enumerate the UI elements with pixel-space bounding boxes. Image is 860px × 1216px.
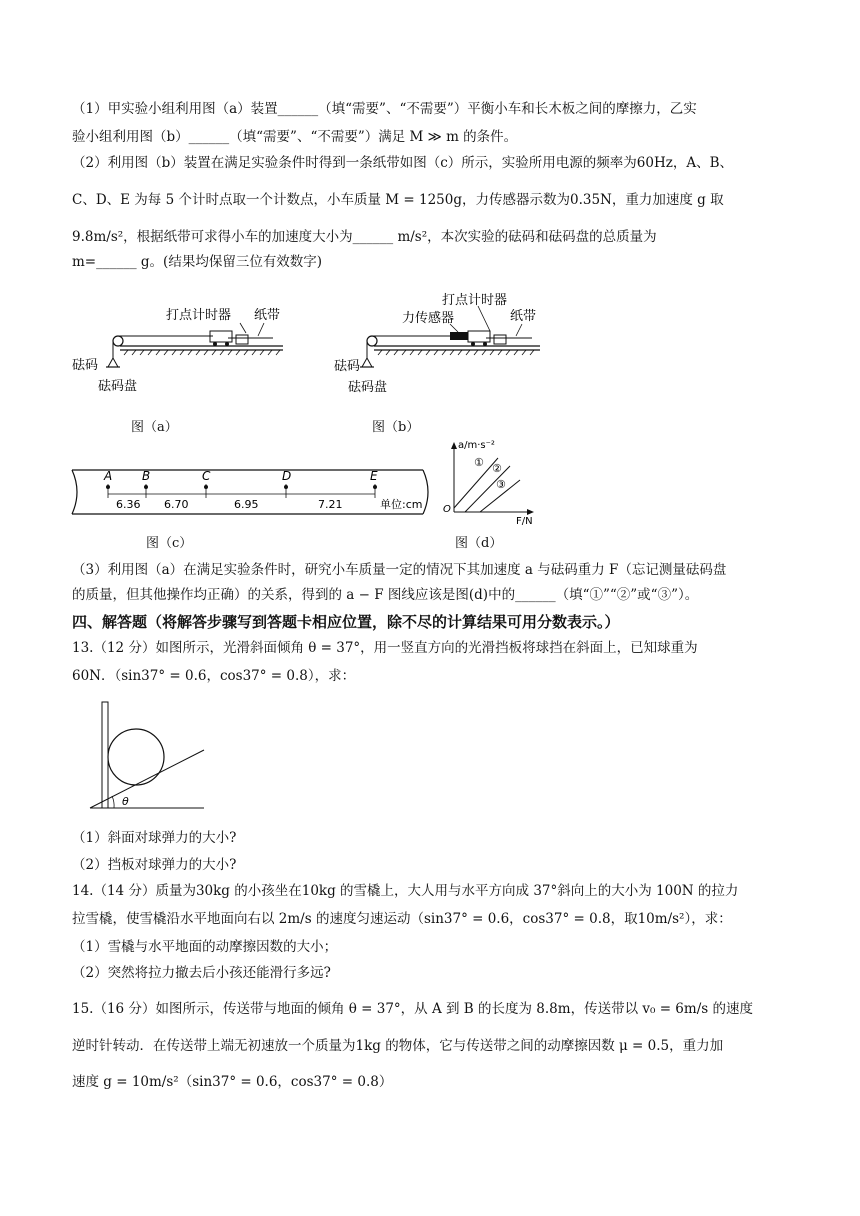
tape-distance-ab: 6.36 bbox=[116, 498, 141, 511]
q13-angle-label: θ bbox=[122, 795, 129, 808]
fig-b-sensor-label: 力传感器 bbox=[402, 311, 455, 326]
q15-line2: 逆时针转动．在传送带上端无初速放一个质量为1kg 的物体，它与传送带之间的动摩擦因数 μ = 0.5，重力加 bbox=[72, 1038, 724, 1054]
q15-line1: 15.（16 分）如图所示，传送带与地面的倾角 θ = 37°，从 A 到 B 的长度为 8.8m，传送带以 v₀ = 6m/s 的速度 bbox=[72, 1001, 753, 1017]
fig-d-caption: 图（d） bbox=[455, 536, 503, 551]
graph-x-label: F/N bbox=[516, 516, 533, 527]
q12-part2-line1: （2）利用图（b）装置在满足实验条件时得到一条纸带如图（c）所示，实验所用电源的频率为60Hz，A、B、 bbox=[72, 155, 734, 171]
fig-b-weight-label: 砝码 bbox=[334, 359, 361, 374]
q12-part1-line1: （1）甲实验小组利用图（a）装置______（填“需要”、“不需要”）平衡小车和长木板之间的摩擦力，乙实 bbox=[72, 101, 697, 117]
q14-line2: 拉雪橇，使雪橇沿水平地面向右以 2m/s 的速度匀速运动（sin37° = 0.6，cos37° = 0.8，取10m/s²），求： bbox=[72, 911, 732, 927]
q14-line1: 14.（14 分）质量为30kg 的小孩坐在10kg 的雪橇上，大人用与水平方向成 37°斜向上的大小为 100N 的拉力 bbox=[72, 883, 739, 899]
fig-b-caption: 图（b） bbox=[372, 420, 420, 435]
q14-sub2: （2）突然将拉力撤去后小孩还能滑行多远? bbox=[72, 965, 331, 981]
fig-a-weight-label: 砝码 bbox=[72, 358, 99, 373]
q12-part2-line2: C、D、E 为每 5 个计时点取一个计数点，小车质量 M = 1250g，力传感器示数为0.35N，重力加速度 g 取 bbox=[72, 192, 724, 208]
q13-sub1: （1）斜面对球弹力的大小? bbox=[72, 830, 237, 846]
tape-point-a: A bbox=[104, 469, 113, 483]
q12-part2-line4: m=______ g。(结果均保留三位有效数字) bbox=[72, 254, 323, 270]
q12-part2-line3: 9.8m/s²，根据纸带可求得小车的加速度大小为______ m/s²，本次实验的砝码和砝码盘的总质量为 bbox=[72, 229, 657, 245]
graph-origin: O bbox=[443, 504, 451, 515]
tape-point-c: C bbox=[202, 469, 211, 483]
fig-a-pan-label: 砝码盘 bbox=[98, 379, 138, 394]
fig-c-caption: 图（c） bbox=[146, 536, 193, 551]
figure-b bbox=[330, 288, 560, 400]
fig-a-caption: 图（a） bbox=[131, 420, 178, 435]
tape-distance-bc: 6.70 bbox=[164, 498, 189, 511]
graph-y-label: a/m·s⁻² bbox=[458, 440, 495, 451]
fig-b-pan-label: 砝码盘 bbox=[348, 380, 388, 395]
q13-line1: 13.（12 分）如图所示，光滑斜面倾角 θ = 37°，用一竖直方向的光滑挡板将球挡在斜面上，已知球重为 bbox=[72, 640, 698, 656]
tape-unit: 单位:cm bbox=[380, 498, 423, 511]
fig-b-timer-label: 打点计时器 bbox=[442, 293, 508, 308]
section-4-title: 四、解答题（将解答步骤写到答题卡相应位置，除不尽的计算结果可用分数表示。） bbox=[72, 613, 620, 631]
q12-part3-line2: 的质量，但其他操作均正确）的关系，得到的 a − F 图线应该是图(d)中的______（填“①”“②”或“③”）。 bbox=[72, 587, 699, 603]
tape-distance-de: 7.21 bbox=[318, 498, 343, 511]
q13-sub2: （2）挡板对球弹力的大小? bbox=[72, 857, 237, 873]
graph-line-1: ① bbox=[474, 456, 484, 469]
graph-line-2: ② bbox=[492, 462, 502, 475]
q12-part3-line1: （3）利用图（a）在满足实验条件时，研究小车质量一定的情况下其加速度 a 与砝码重力 F（忘记测量砝码盘 bbox=[72, 562, 727, 578]
figure-c-tape bbox=[68, 462, 438, 522]
q13-figure bbox=[82, 698, 212, 813]
tape-point-d: D bbox=[282, 469, 292, 483]
q13-line2: 60N．（sin37° = 0.6，cos37° = 0.8），求： bbox=[72, 668, 356, 684]
figure-a bbox=[68, 295, 298, 400]
q12-part1-line2: 验小组利用图（b）______（填“需要”、“不需要”）满足 M ≫ m 的条件。 bbox=[72, 129, 518, 145]
graph-line-3: ③ bbox=[496, 478, 506, 491]
q14-sub1: （1）雪橇与水平地面的动摩擦因数的大小； bbox=[72, 939, 338, 955]
fig-a-timer-label: 打点计时器 bbox=[166, 308, 232, 323]
tape-distance-cd: 6.95 bbox=[234, 498, 259, 511]
q15-line3: 速度 g = 10m/s²（sin37° = 0.6，cos37° = 0.8） bbox=[72, 1074, 393, 1090]
fig-a-tape-label: 纸带 bbox=[254, 308, 281, 323]
tape-point-b: B bbox=[142, 469, 151, 483]
figure-d-graph bbox=[440, 438, 540, 530]
fig-b-tape-label: 纸带 bbox=[510, 309, 537, 324]
tape-point-e: E bbox=[370, 469, 378, 483]
